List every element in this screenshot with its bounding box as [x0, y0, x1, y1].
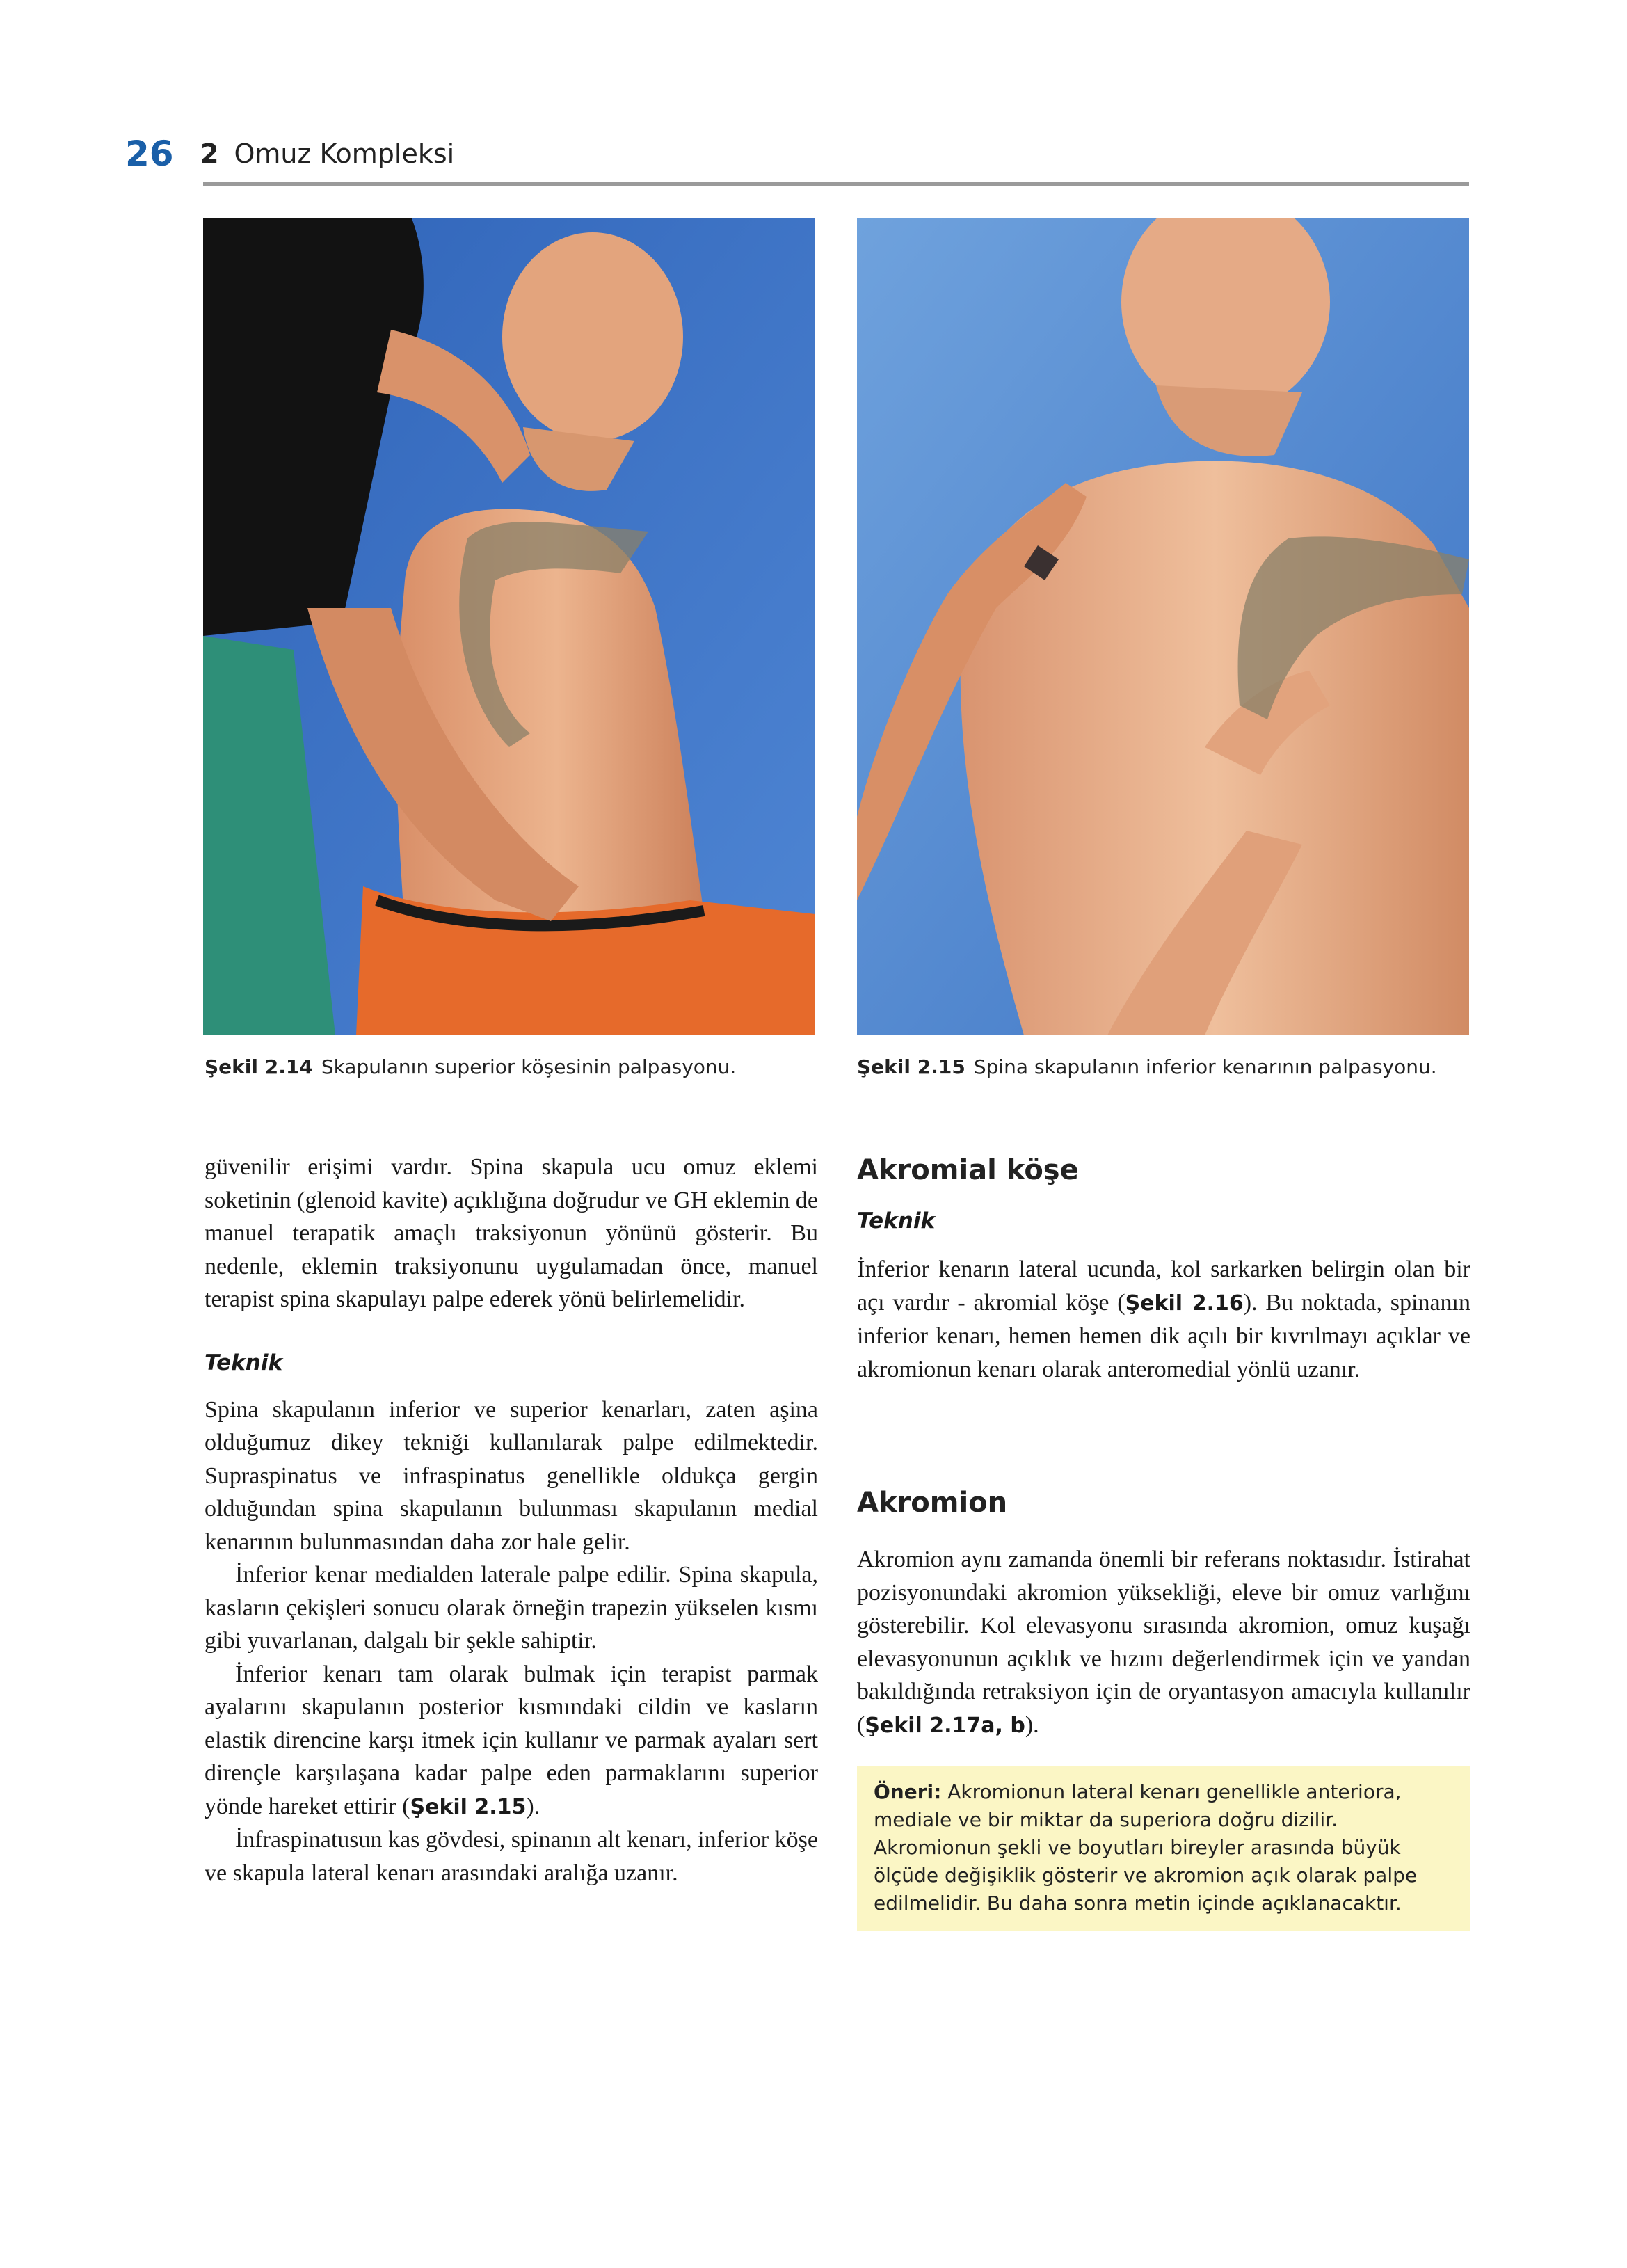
paragraph — [205, 1658, 818, 1824]
left-text-column — [205, 1151, 818, 1890]
chapter-title: Omuz Kompleksi — [234, 138, 455, 169]
chapter-number: 2 — [200, 138, 219, 169]
header-rule — [203, 182, 1469, 186]
paragraph: güvenilir erişimi vardır. Spina skapula ucu omuz eklemi soketinin (glenoid kavite) açıklığına doğrudur ve GH eklemin de manuel terapatik amaçlı traksiyonun yönünü gösterir. Bu nedenle, eklemin traksiyonunu uygulamadan önce, manuel terapist spina skapulayı palpe ederek yönü belirlemelidir. — [205, 1154, 818, 1312]
figure-2-15-caption — [857, 1052, 1437, 1083]
figure-reference: Şekil 2.16 — [1125, 1291, 1244, 1316]
subheading-teknik: Teknik — [857, 1208, 936, 1233]
figure-number: Şekil 2.14 — [205, 1055, 313, 1078]
paragraph-text: ). Bu noktada, spinanın inferior kenarı, hemen hemen dik açılı bir kıvrılmayı açıklar ve akromionun kenarı olarak anteromedial yönlü uzanır. — [857, 1289, 1471, 1382]
page-number: 26 — [125, 134, 174, 174]
paragraph-text: İnferior kenarın lateral ucunda, kol sarkarken belirgin olan bir açı vardır - akromial köşe ( — [857, 1256, 1470, 1316]
figure-caption-text: Skapulanın superior köşesinin palpasyonu. — [321, 1055, 737, 1078]
paragraph — [857, 1543, 1470, 1742]
figure-number: Şekil 2.15 — [857, 1055, 965, 1078]
figure-reference: Şekil 2.15 — [410, 1794, 527, 1819]
figure-caption-text: Spina skapulanın inferior kenarının palpasyonu. — [973, 1055, 1437, 1078]
paragraph-text: İnferior kenarı tam olarak bulmak için terapist parmak ayalarını skapulanın posterior kısmındaki cildin ve kasların elastik direncine karşı itmek için kullanır ve parmak ayaları sert dirençle karşılaşana kadar palpe eden parmaklarını superior yönde hareket ettirir ( — [205, 1661, 818, 1819]
tip-label: Öneri: — [874, 1780, 942, 1803]
paragraph: İnfraspinatusun kas gövdesi, spinanın alt kenarı, inferior köşe ve skapula lateral kenarı arasındaki aralığa uzanır. — [205, 1827, 818, 1886]
figure-2-14-photo — [203, 218, 815, 1035]
section-title-akromial-kose: Akromial köşe — [857, 1154, 1079, 1186]
paragraph: İnferior kenar medialden laterale palpe edilir. Spina skapula, kasların çekişleri sonucu olarak örneğin trapezin yükselen kısmı gibi yuvarlanan, dalgalı bir şekle sahiptir. — [205, 1562, 818, 1654]
tip-box — [857, 1766, 1470, 1931]
paragraph-text: ). — [1025, 1711, 1039, 1738]
figure-reference: Şekil 2.17a, b — [865, 1713, 1025, 1738]
page-header — [125, 129, 1468, 185]
chapter-heading — [200, 129, 454, 178]
paragraph: Spina skapulanın inferior ve superior kenarları, zaten aşina olduğumuz dikey tekniği kullanılarak palpe edilmektedir. Supraspinatus ve infraspinatus genellikle oldukça gergin olduğundan spina skapulanın bulunması skapulanın medial kenarının bulunmasından daha zor hale gelir. — [205, 1396, 818, 1555]
subheading-teknik: Teknik — [205, 1350, 283, 1375]
right-text-column — [857, 1151, 1470, 1931]
figure-2-15-photo — [857, 218, 1469, 1035]
paragraph-text: ). — [526, 1793, 540, 1819]
paragraph — [857, 1253, 1470, 1386]
tip-text: Akromionun lateral kenarı genellikle anteriora, mediale ve bir miktar da superiora doğru dizilir. Akromionun şekli ve boyutları bireyler arasında büyük ölçüde değişiklik gösterir ve akromion açık olarak palpe edilmelidir. Bu daha sonra metin içinde açıklanacaktır. — [874, 1780, 1418, 1915]
section-title-akromion: Akromion — [857, 1487, 1008, 1519]
figure-2-14-caption — [205, 1052, 736, 1083]
paragraph-text: Akromion aynı zamanda önemli bir referans noktasıdır. İstirahat pozisyonundaki akromion yüksekliği, eleve bir omuz varlığını gösterebilir. Kol elevasyonu sırasında akromion, omuz kuşağı elevasyonunun açıklık ve hızını değerlendirmek için ve yandan bakıldığında retraksiyon için de oryantasyon amacıyla kullanılır ( — [857, 1547, 1470, 1738]
